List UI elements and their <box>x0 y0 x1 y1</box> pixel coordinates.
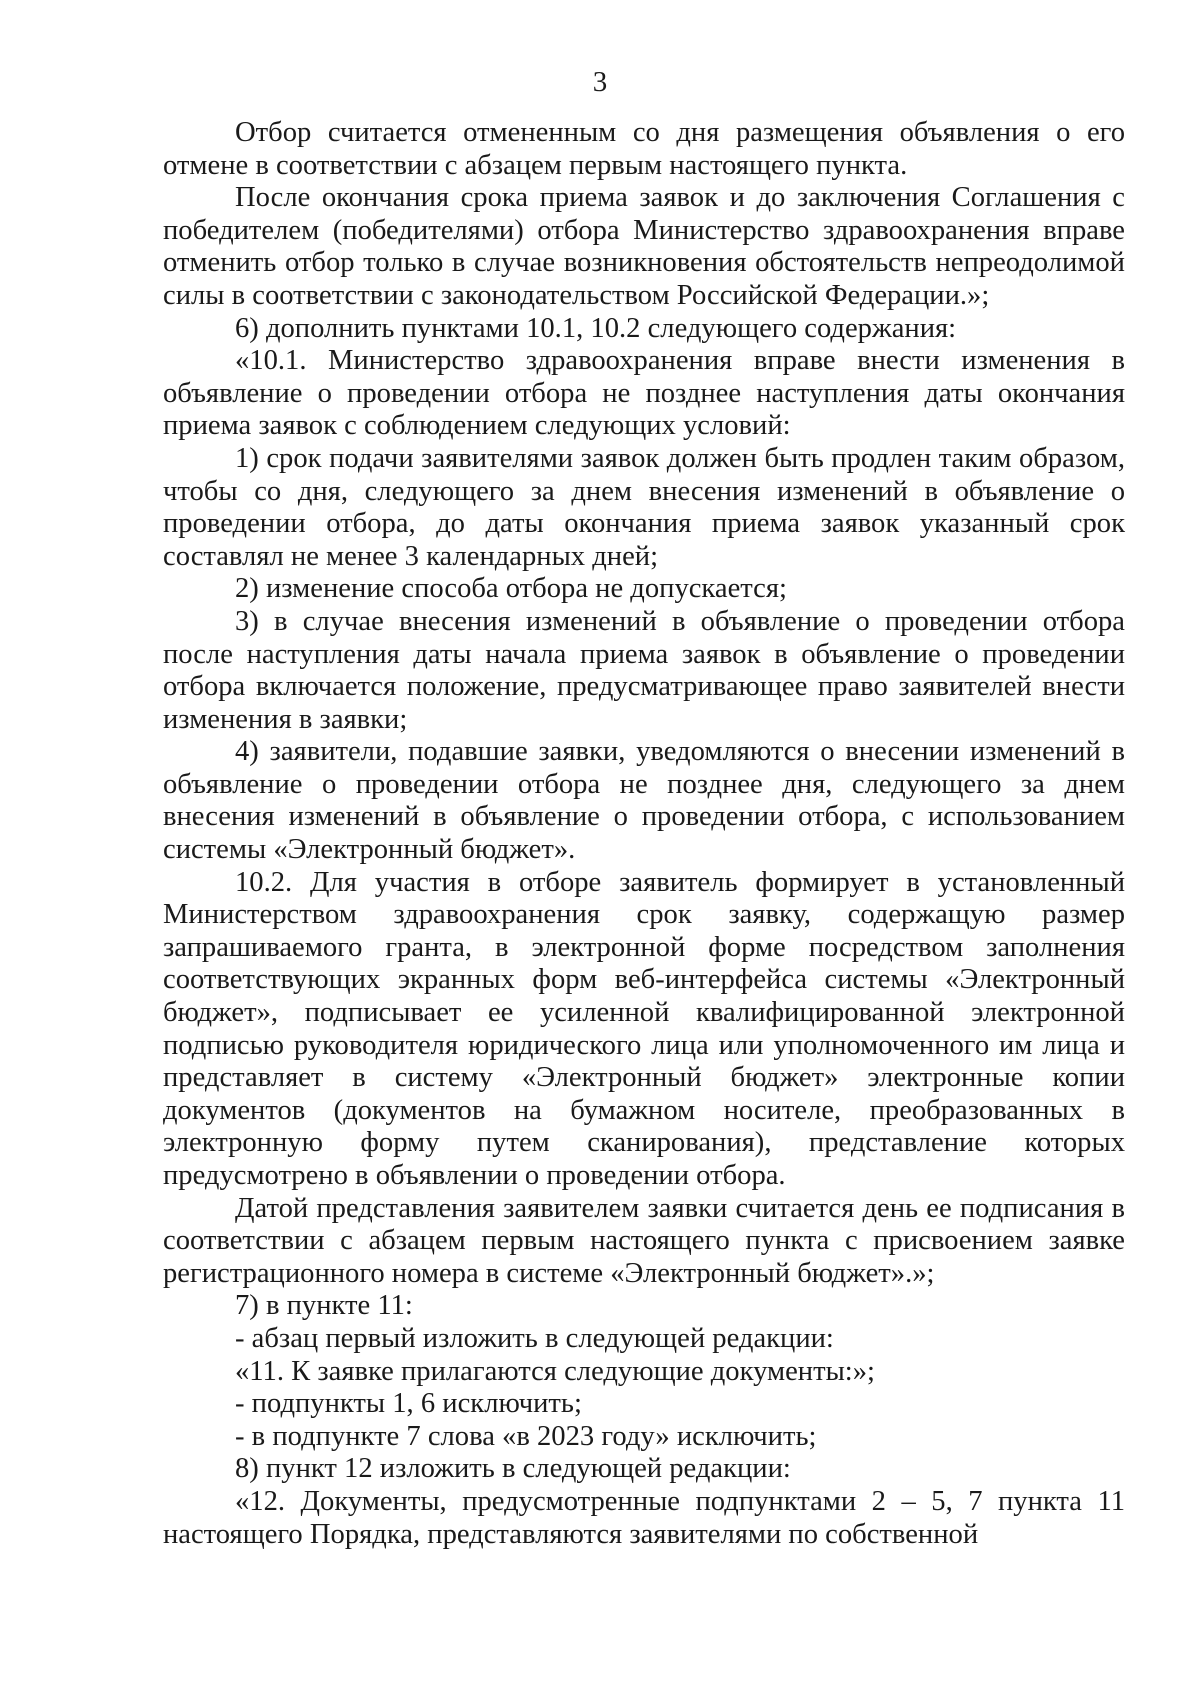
paragraph-selection-cancelled: Отбор считается отмененным со дня размещения объявления о его отмене в соответствии с абзацем первым настоящего пункта. <box>163 117 1125 181</box>
amendment-item-7: 7) в пункте 11: <box>235 1290 413 1322</box>
sub-item-first-paragraph: - абзац первый изложить в следующей редакции: <box>235 1322 834 1354</box>
condition-2: 2) изменение способа отбора не допускается; <box>235 573 787 605</box>
document-body <box>163 117 1125 1551</box>
paragraph-cancel-after-deadline: После окончания срока приема заявок и до заключения Соглашения с победителем (победителями) отбора Министерство здравоохранения вправе отменить отбор только в случае возникновения обстоятельств непреодолимой силы в соответствии с законодательством Российской Федерации.»; <box>163 182 1125 311</box>
paragraph-10-2: 10.2. Для участия в отборе заявитель формирует в установленный Министерством здравоохранения срок заявку, содержащую размер запрашиваемого гранта, в электронной форме посредством заполнения соответствующих экранных форм веб-интерфейса системы «Электронный бюджет», подписывает ее усиленной квалифицированной электронной подписью руководителя юридического лица или уполномоченного им лица и представляет в систему «Электронный бюджет» электронные копии документов (документов на бумажном носителе, преобразованных в электронную форму путем сканирования), представление которых предусмотрено в объявлении о проведении отбора. <box>163 866 1125 1191</box>
sub-item-exclude-1-6: - подпункты 1, 6 исключить; <box>235 1388 582 1420</box>
page-number: 3 <box>592 66 608 98</box>
amendment-item-6: 6) дополнить пунктами 10.1, 10.2 следующего содержания: <box>235 312 957 344</box>
paragraph-submission-date: Датой представления заявителем заявки считается день ее подписания в соответствии с абзацем первым настоящего пункта с присвоением заявке регистрационного номера в системе «Электронный бюджет».»; <box>163 1192 1125 1289</box>
paragraph-12-start: «12. Документы, предусмотренные подпунктами 2 – 5, 7 пункта 11 настоящего Порядка, представляются заявителями по собственной <box>163 1485 1125 1550</box>
paragraph-10-1: «10.1. Министерство здравоохранения вправе внести изменения в объявление о проведении отбора не позднее наступления даты окончания приема заявок с соблюдением следующих условий: <box>163 345 1125 442</box>
sub-item-exclude-words: - в подпункте 7 слова «в 2023 году» исключить; <box>235 1420 817 1452</box>
amendment-item-8: 8) пункт 12 изложить в следующей редакции: <box>235 1453 791 1485</box>
condition-4: 4) заявители, подавшие заявки, уведомляются о внесении изменений в объявление о проведении отбора не позднее дня, следующего за днем внесения изменений в объявление о проведении отбора, с использованием системы «Электронный бюджет». <box>163 736 1125 866</box>
paragraph-11-new-text: «11. К заявке прилагаются следующие документы:»; <box>235 1355 875 1387</box>
condition-3: 3) в случае внесения изменений в объявление о проведении отбора после наступления даты начала приема заявок в объявление о проведении отбора включается положение, предусматривающее право заявителей внести изменения в заявки; <box>163 605 1125 735</box>
condition-1: 1) срок подачи заявителями заявок должен быть продлен таким образом, чтобы со дня, следующего за днем внесения изменений в объявление о проведении отбора, до даты окончания приема заявок указанный срок составлял не менее 3 календарных дней; <box>163 442 1125 572</box>
